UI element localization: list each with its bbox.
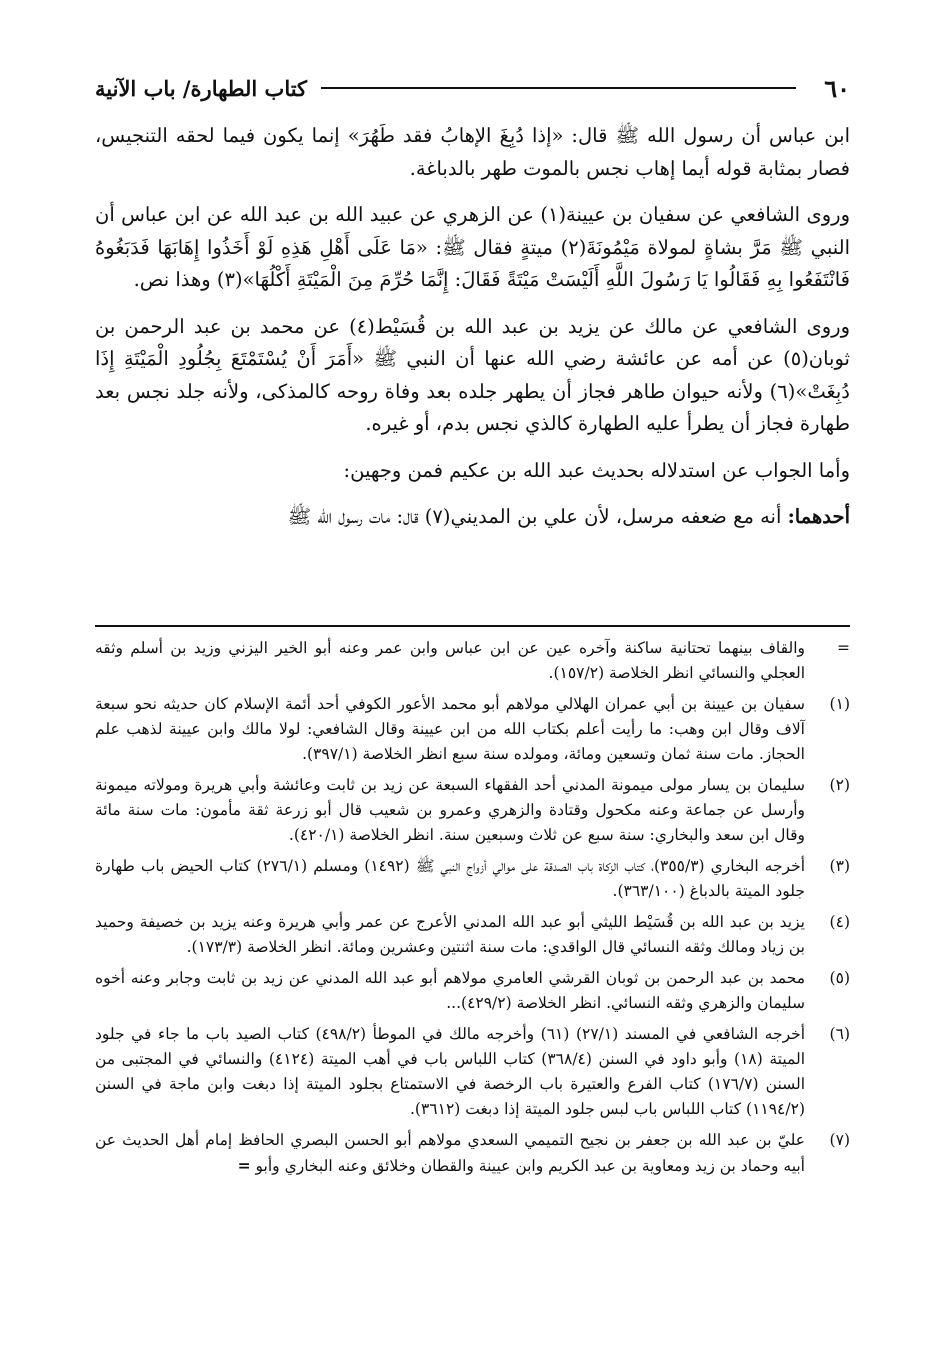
footnote-text: أخرجه الشافعي في المسند (٢٧/١) (٦١) وأخرجه مالك في الموطأ (٤٩٨/٢) كتاب الصيد باب ما جاء في جلود الميتة (١٨) وأبو داود في السنن (٣٦٨/٤) كتاب اللباس باب في أهب الميتة (٤١٢٤) والنسائي في المجتبى من السنن (١٧٦/٧) كتاب الفرع والعتيرة باب الرخصة في الاستمتاع بجلود الميتة إذا دبغت وابن ماجة في السنن (١١٩٤/٢) كتاب اللباس باب لبس جلود الميتة إذا دبغت (٣٦١٢). — [95, 1025, 806, 1118]
footnote-number: = — [837, 639, 850, 657]
footnote-separator — [95, 625, 850, 627]
footnote — [95, 773, 850, 848]
chapter-title: كتاب الطهارة/ باب الآنية — [95, 75, 308, 101]
footnote-text: والقاف بينهما تحتانية ساكنة وآخره عين عن ابن عباس وابن عمر وعنه أبو الخير اليزني وزيد بن أسلم وثقه العجلي والنسائي انظر الخلاصة (١٥٧/٢). — [95, 639, 805, 682]
footnote-text: محمد بن عبد الرحمن بن ثوبان القرشي العامري مولاهم أبو عبد الله المدني عن زيد بن ثابت وجابر وعنه أخوه سليمان والزهري وثقه النسائي. انظر الخلاصة (٤٢٩/٢)... — [95, 969, 805, 1012]
footnote-text: سليمان بن يسار مولى ميمونة المدني أحد الفقهاء السبعة عن زيد بن ثابت وعائشة وأبي هريرة ومولاته ميمونة وأرسل عن جماعة وعنه مكحول وقتادة والزهري وعمرو بن شعيب قال أبو زرعة ثقة مأمون: مات سنة مائة وقال ابن سعد والبخاري: سنة سبع عن ثلاث وسبعين سنة. انظر الخلاصة (٤٢٠/١). — [95, 776, 805, 844]
footnote-number: (١) — [829, 695, 850, 713]
footnote-text: يزيد بن عبد الله بن قُسَيْط الليثي أبو عبد الله المدني الأعرج عن عمر وأبي هريرة وعنه يزيد بن خصيفة وحميد بن زياد ومالك وثقه النسائي قال الواقدي: مات سنة اثنتين وعشرين ومائة. انظر الخلاصة (١٧٣/٣). — [95, 913, 805, 956]
footnote-number: (٥) — [829, 969, 850, 987]
footnote — [95, 1022, 850, 1122]
footnote — [95, 966, 850, 1016]
footnote — [95, 636, 850, 686]
page-number: ٦٠ — [824, 73, 850, 103]
footnote-number: (٧) — [829, 1131, 850, 1149]
header-rule — [321, 87, 796, 89]
footnote-body: عليّ بن عبد الله بن جعفر بن نجيح التميمي السعدي مولاهم أبو الحسن البصري الحافظ إمام أهل الحديث عن أبيه وحماد بن زيد ومعاوية بن عبد الكريم وابن عيينة والقطان وخلائق وعنه البخاري وأبو — [95, 1131, 805, 1175]
footnote — [95, 692, 850, 767]
footnote-number: (٣) — [829, 857, 850, 875]
running-header — [95, 68, 850, 108]
footnote-text: أخرجه البخاري (٣٥٥/٣)، كتاب الزكاة باب الصدقة على موالي أزواج النبي ﷺ (١٤٩٢) ومسلم (٢٧٦/١) كتاب الحيض باب طهارة جلود الميتة بالدباغ (٣٦٣/١٠٠). — [95, 857, 805, 900]
continuation-mark: = — [237, 1156, 251, 1175]
main-text — [95, 120, 850, 548]
footnote-number: (٦) — [829, 1025, 850, 1043]
paragraph: ابن عباس أن رسول الله ﷺ قال: «إذا دُبِغَ الإهابُ فقد طَهُرَ» إنما يكون فيما لحقه التنجيس، فصار بمثابة قوله أيما إهاب نجس بالموت طهر بالدباغة. — [95, 124, 850, 180]
footnote-number: (٤) — [829, 913, 850, 931]
footnote — [95, 854, 850, 904]
footnote-text: سفيان بن عيينة بن أبي عمران الهلالي مولاهم أبو محمد الأعور الكوفي أحد أئمة الإسلام كان حديثه نحو سبعة آلاف وقال ابن وهب: ما رأيت أعلم بكتاب الله من ابن عيينة وقال الشافعي: لولا مالك وابن عيينة لذهب علم الحجاز. مات سنة ثمان وتسعين ومائة، ومولده سنة سبع انظر الخلاصة (٣٩٧/١). — [95, 695, 805, 763]
footnotes — [95, 636, 850, 1185]
footnote-number: (٢) — [829, 776, 850, 794]
point-text: أنه مع ضعفه مرسل، لأن علي بن المديني(٧) قال: مات رسول الله ﷺ — [287, 505, 782, 528]
paragraph: وأما الجواب عن استدلاله بحديث عبد الله بن عكيم فمن وجهين: — [343, 458, 850, 482]
point-paragraph — [95, 501, 850, 534]
paragraph: وروى الشافعي عن مالك عن يزيد بن عبد الله بن قُسَيْط(٤) عن محمد بن عبد الرحمن بن ثوبان(٥) عن أمه عن عائشة رضي الله عنها أن النبي ﷺ «أَمَرَ أَنْ يُسْتَمْتَعَ بِجُلُودِ الْمَيْتَةِ إِذَا دُبِغَتْ»(٦) ولأنه حيوان طاهر فجاز أن يطهر جلده بعد وفاة روحه كالمذكى، ولأنه جلد نجس بعد طهارة فجاز أن يطرأ عليه الطهارة كالذي نجس بدم، أو غيره. — [95, 314, 850, 435]
footnote — [95, 910, 850, 960]
point-label: أحدهما: — [787, 505, 850, 528]
paragraph: وروى الشافعي عن سفيان بن عيينة(١) عن الزهري عن عبيد الله بن عبد الله عن ابن عباس أن النبي ﷺ مَرَّ بشاةٍ لمولاة مَيْمُونَةَ(٢) ميتةٍ فقال ﷺ: «مَا عَلَى أَهْلِ هَذِهِ لَوْ أَخَذُوا إِهَابَهَا فَدَبَغُوهُ فَانْتَفَعُوا بِهِ فَقَالُوا يَا رَسُولَ اللَّهِ أَلَيْسَتْ مَيْتَةً فَقَالَ: إِنَّمَا حُرِّمَ مِنَ الْمَيْتَةِ أَكْلُهَا»(٣) وهذا نص. — [95, 203, 850, 291]
footnote — [95, 1128, 850, 1179]
footnote-text — [95, 1128, 805, 1179]
